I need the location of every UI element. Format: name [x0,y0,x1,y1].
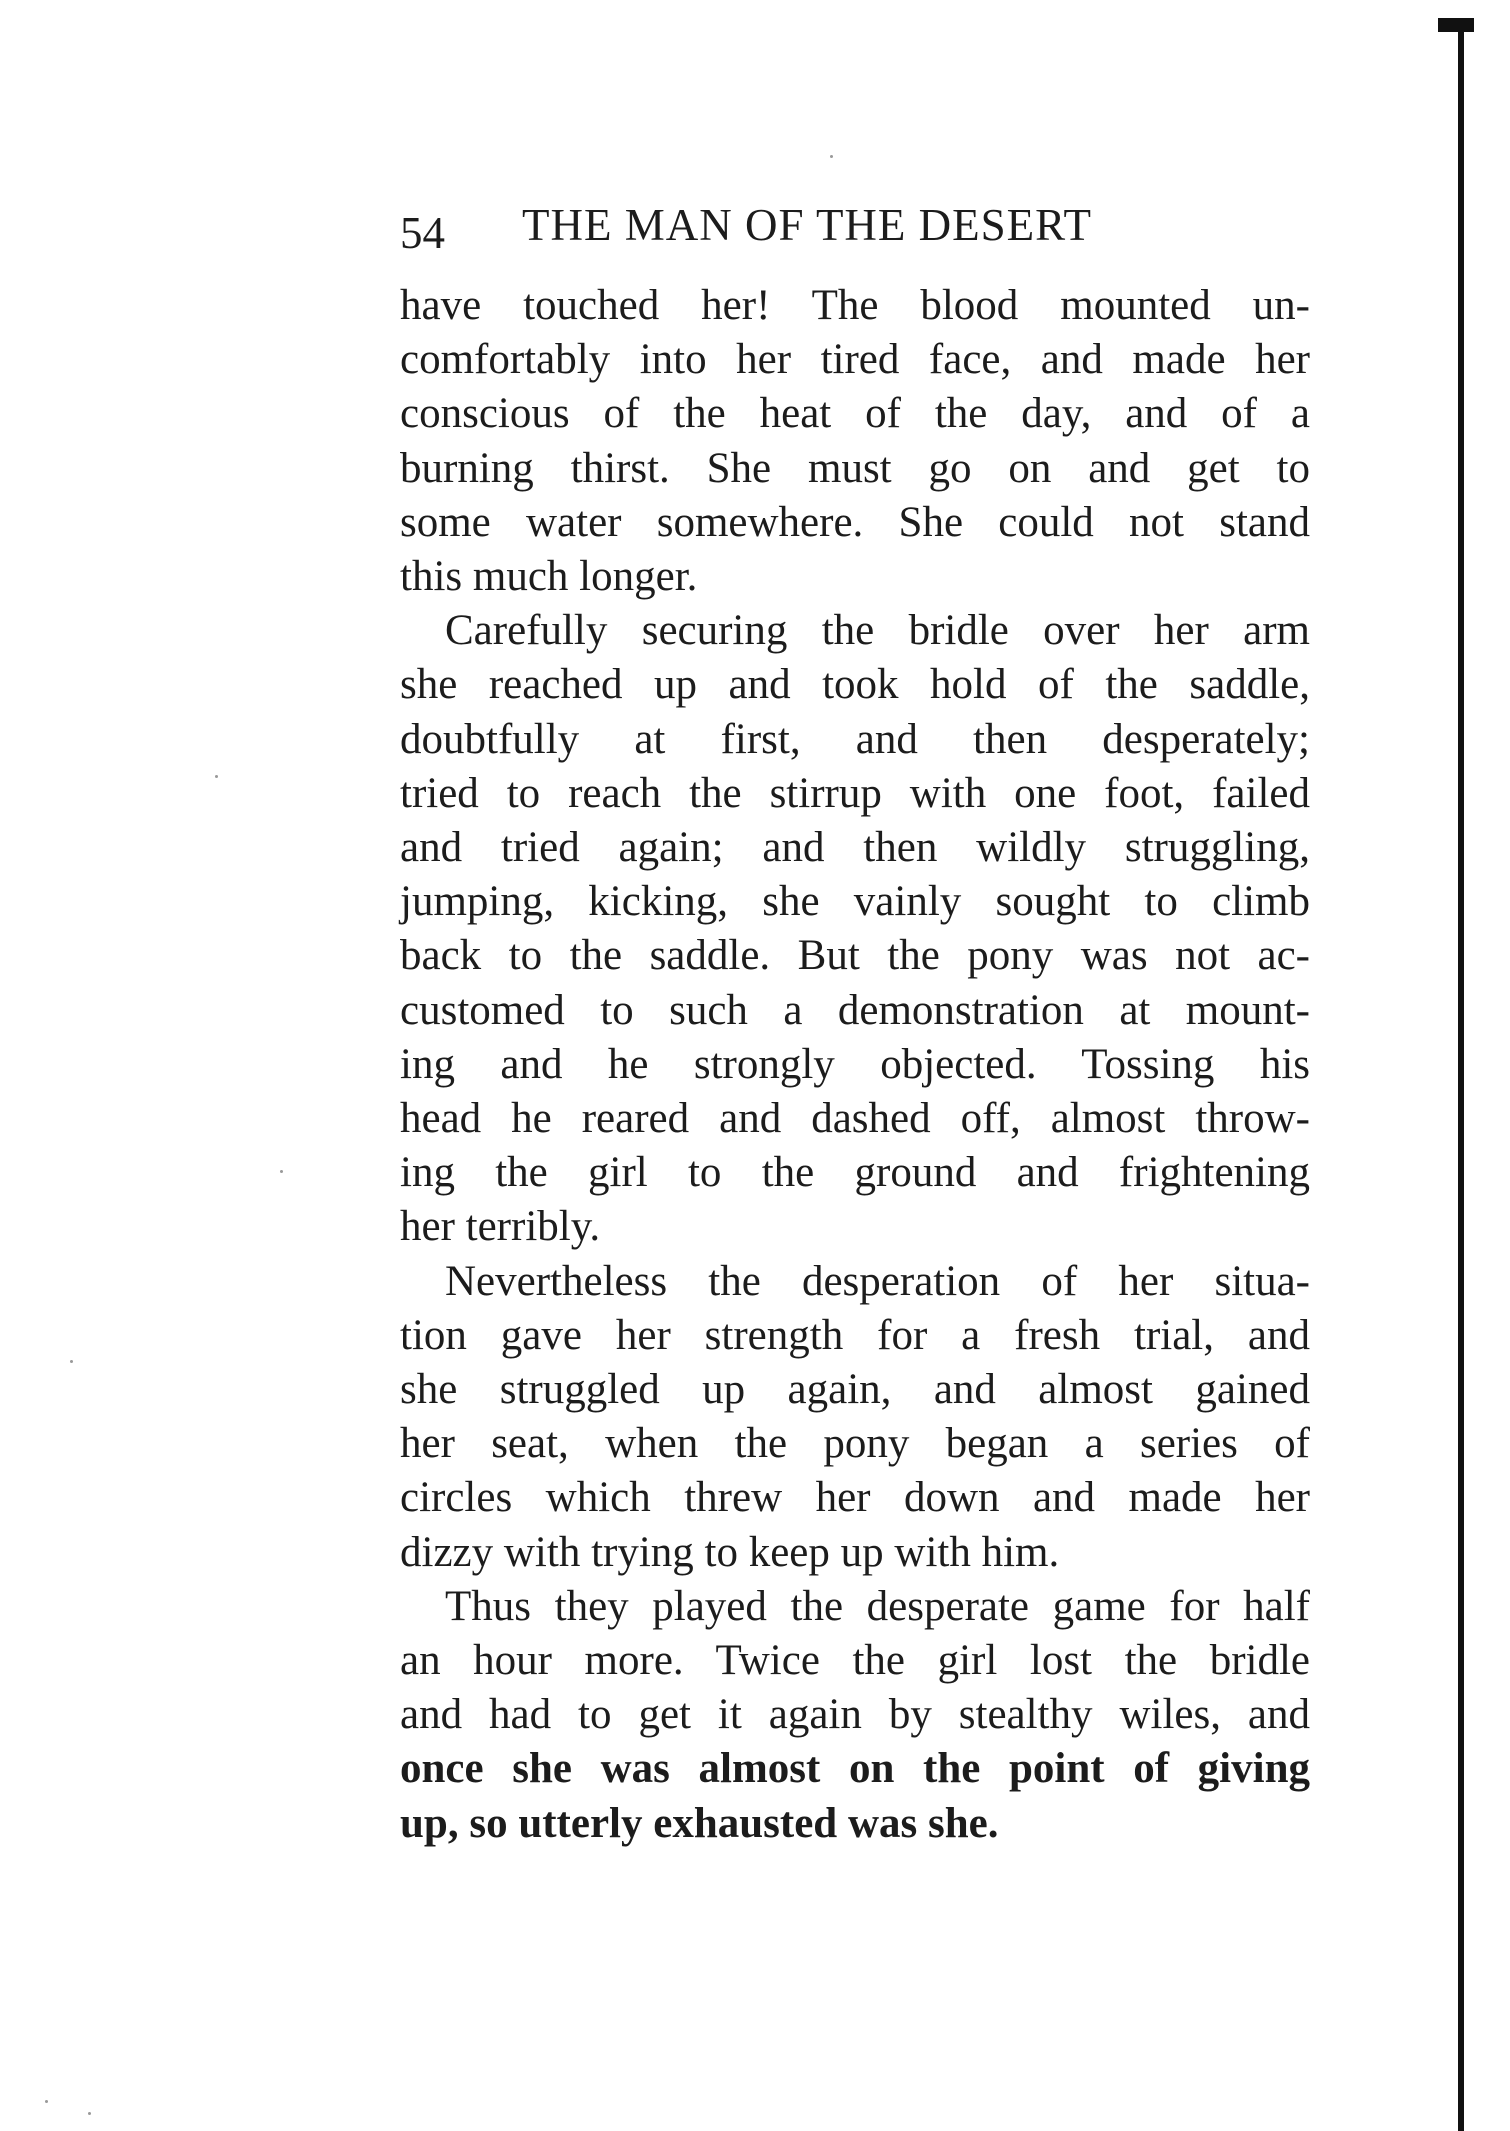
text-line: burning thirst. She must go on and get to [400,444,1310,492]
text-line: circles which threw her down and made her [400,1474,1310,1522]
paragraph [400,604,1310,1254]
scan-speck [70,1360,73,1363]
text-line: she struggled up again, and almost gained [400,1366,1310,1414]
text-line: tion gave her strength for a fresh trial, and [400,1311,1310,1359]
text-line: up, so utterly exhausted was she. [400,1799,999,1847]
text-line: ing the girl to the ground and frightening [400,1149,1310,1197]
paragraph [400,1580,1310,1851]
text-line: Nevertheless the desperation of her situa- [445,1257,1310,1305]
text-line: some water somewhere. She could not stand [400,498,1310,546]
scan-speck [215,775,218,778]
text-line: Carefully securing the bridle over her arm [445,607,1310,655]
text-line: her seat, when the pony began a series of [400,1420,1310,1468]
text-line: her terribly. [400,1203,601,1251]
text-line: dizzy with trying to keep up with him. [400,1528,1060,1576]
paragraph [400,279,1310,604]
text-line: doubtfully at first, and then desperately; [400,715,1310,763]
text-line: once she was almost on the point of giving [400,1745,1310,1793]
text-line: she reached up and took hold of the saddle, [400,661,1310,709]
text-line: conscious of the heat of the day, and of a [400,390,1310,438]
text-line: back to the saddle. But the pony was not ac- [400,932,1310,980]
binding-edge [1458,18,1464,2131]
scan-speck [830,155,833,158]
text-line: and had to get it again by stealthy wiles, and [400,1691,1310,1739]
text-line: jumping, kicking, she vainly sought to climb [400,878,1310,926]
text-line: ing and he strongly objected. Tossing his [400,1040,1310,1088]
text-line: an hour more. Twice the girl lost the bridle [400,1637,1310,1685]
text-line: and tried again; and then wildly struggling, [400,824,1310,872]
text-line: head he reared and dashed off, almost throw- [400,1095,1310,1143]
text-line: tried to reach the stirrup with one foot, failed [400,769,1310,817]
running-head [400,195,1210,258]
text-line: this much longer. [400,553,698,601]
paragraph [400,1255,1310,1580]
binding-edge-cap [1438,18,1474,32]
scan-speck [88,2112,91,2115]
body-text [400,279,1310,1851]
page-number: 54 [400,208,445,258]
text-line: customed to such a demonstration at mount- [400,986,1310,1034]
running-head-title: THE MAN OF THE DESERT [522,200,1092,250]
text-line: comfortably into her tired face, and made her [400,336,1310,384]
scan-speck [45,2100,48,2103]
scan-speck [280,1170,283,1173]
text-line: have touched her! The blood mounted un- [400,282,1310,329]
text-line: Thus they played the desperate game for half [445,1582,1310,1630]
